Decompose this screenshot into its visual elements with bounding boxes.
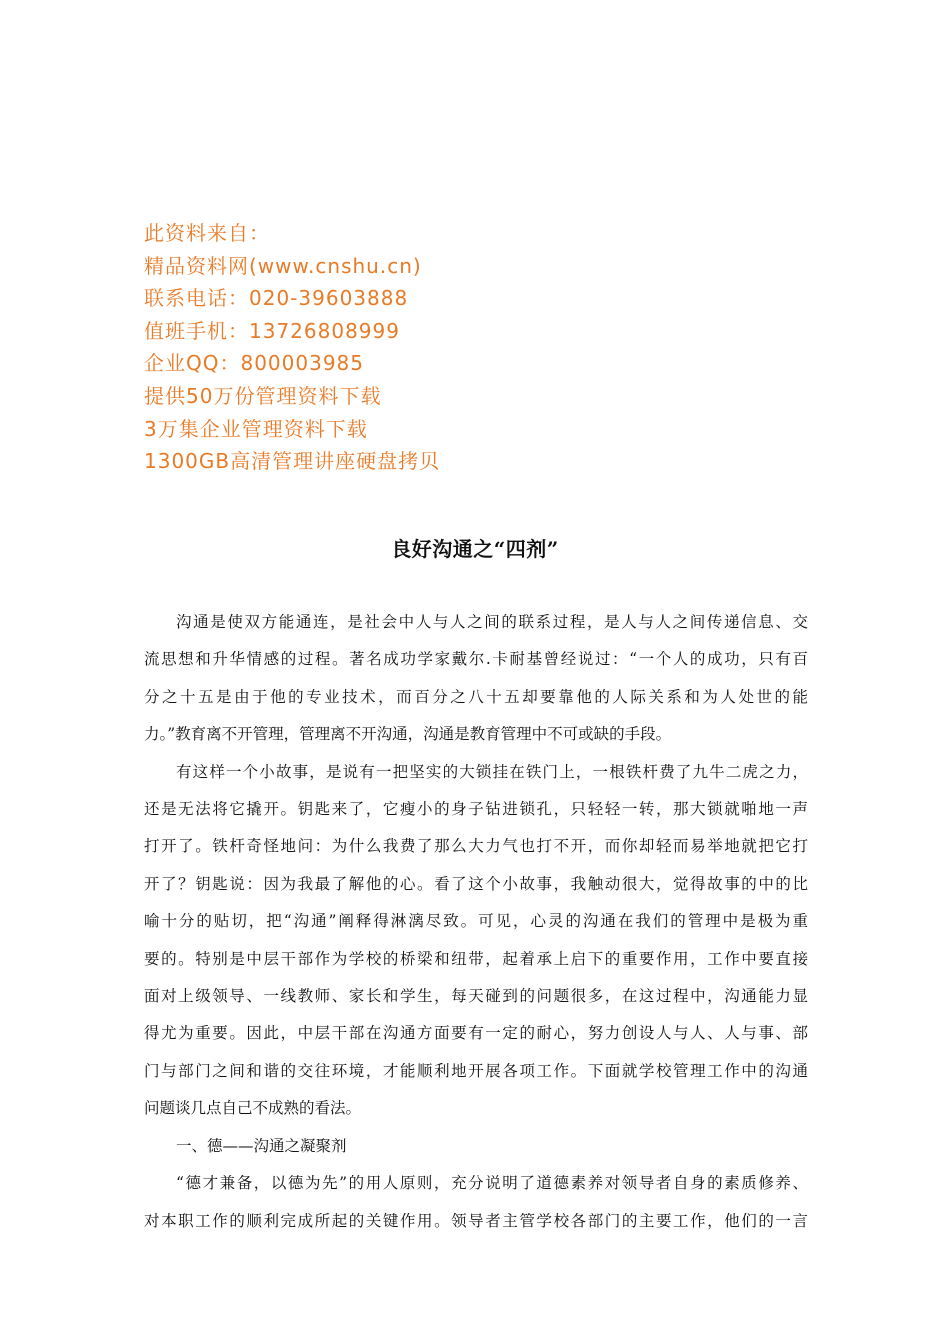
body-line: 流思想和升华情感的过程。著名成功学家戴尔.卡耐基曾经说过：“一个人的成功，只有百 xyxy=(144,650,808,669)
body-line: 力。”教育离不开管理，管理离不开沟通，沟通是教育管理中不可或缺的手段。 xyxy=(144,725,672,744)
body-line: 喻十分的贴切，把“沟通”阐释得淋漓尽致。可见，心灵的沟通在我们的管理中是极为重 xyxy=(144,912,808,931)
body-line: 门与部门之间和谐的交往环境，才能顺利地开展各项工作。下面就学校管理工作中的沟通 xyxy=(144,1061,808,1080)
body-line: 问题谈几点自己不成熟的看法。 xyxy=(144,1099,362,1118)
body-line: 有这样一个小故事，是说有一把坚实的大锁挂在铁门上，一根铁杆费了九牛二虎之力， xyxy=(176,762,808,781)
offer-line-1: 提供50万份管理资料下载 xyxy=(144,383,382,408)
body-line: 得尤为重要。因此，中层干部在沟通方面要有一定的耐心，努力创设人与人、人与事、部 xyxy=(144,1024,808,1043)
company-qq: 企业QQ：800003985 xyxy=(144,351,365,376)
body-line: 面对上级领导、一线教师、家长和学生，每天碰到的问题很多，在这过程中，沟通能力显 xyxy=(144,987,808,1006)
body-line: 开了？钥匙说：因为我最了解他的心。看了这个小故事，我触动很大，觉得故事的中的比 xyxy=(144,874,808,893)
body-line: 要的。特别是中层干部作为学校的桥梁和纽带，起着承上启下的重要作用，工作中要直接 xyxy=(144,949,808,968)
offer-line-2: 3万集企业管理资料下载 xyxy=(144,416,368,441)
section-heading: 一、德——沟通之凝聚剂 xyxy=(176,1136,347,1155)
document-body xyxy=(144,604,808,1240)
contact-phone: 联系电话：020-39603888 xyxy=(144,286,409,311)
body-line: 分之十五是由于他的专业技术，而百分之八十五却要靠他的人际关系和为人处世的能 xyxy=(144,687,808,706)
body-line: 沟通是使双方能通连，是社会中人与人之间的联系过程，是人与人之间传递信息、交 xyxy=(176,613,808,631)
body-line: 打开了。铁杆奇怪地问：为什么我费了那么大力气也打不开，而你却轻而易举地就把它打 xyxy=(144,837,808,856)
source-info-block xyxy=(144,217,704,478)
offer-line-3: 1300GB高清管理讲座硬盘拷贝 xyxy=(144,449,441,474)
source-label: 此资料来自： xyxy=(144,221,270,245)
document-title: 良好沟通之“四剂” xyxy=(391,537,559,561)
source-website: 精品资料网(www.cnshu.cn) xyxy=(144,253,422,278)
body-line: 还是无法将它撬开。钥匙来了，它瘦小的身子钻进锁孔，只轻轻一转，那大锁就啪地一声 xyxy=(144,800,808,819)
body-line: 对本职工作的顺利完成所起的关键作用。领导者主管学校各部门的主要工作，他们的一言 xyxy=(144,1211,808,1230)
duty-mobile: 值班手机：13726808999 xyxy=(144,318,400,343)
body-line: “德才兼备，以德为先”的用人原则，充分说明了道德素养对领导者自身的素质修养、 xyxy=(176,1174,808,1193)
